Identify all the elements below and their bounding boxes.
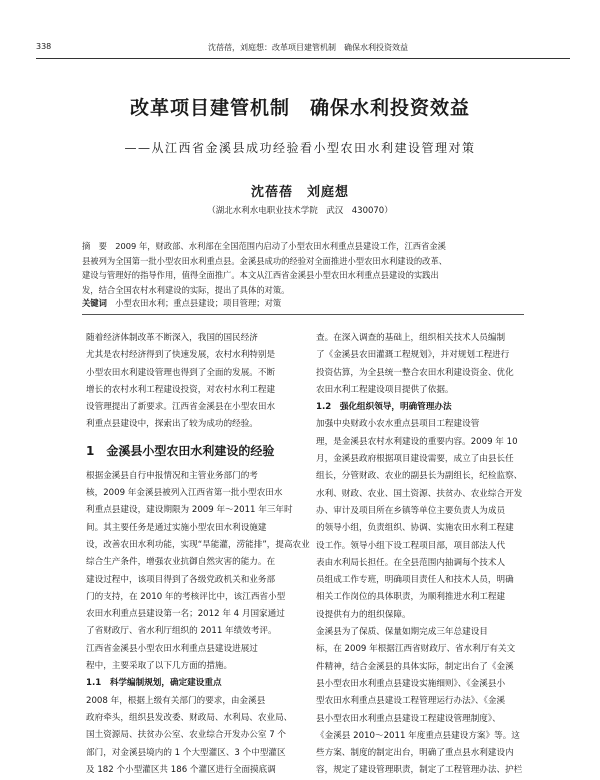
body-line: 金溪县为了保质、保量如期完成三年总建设目 <box>316 627 488 638</box>
body-line: 投资估算，为全县统一整合农田水利建设资金、优化 <box>316 367 514 378</box>
body-line: 综合生产条件，增强农业抗御自然灾害的能力。在 <box>86 557 276 568</box>
subsection-heading: 1.1 科学编制规划，确定建设重点 <box>86 678 222 689</box>
page-number: 338 <box>36 42 52 51</box>
body-line: 设提供有力的组织保障。 <box>316 609 411 620</box>
body-line: 县小型农田水利重点县建设实施细则》、《金溪县小 <box>316 678 506 689</box>
body-line: 理，是金溪县农村水利建设的重要内容。2009 年 10 <box>316 436 518 447</box>
header-rule <box>36 58 570 59</box>
body-line: 办、审计及项目所在乡镇等单位主要负责人为成员 <box>316 505 506 516</box>
abstract-line: 摘 要 2009 年，财政部、水利部在全国范围内启动了小型农田水利重点县建设工作，江西省金溪 <box>82 241 446 251</box>
body-line: 县小型农田水利重点县建设工程建设管理制度》、 <box>316 713 501 724</box>
body-line: 标，在 2009 年根据江西省财政厅、省水利厅有关文 <box>316 644 516 655</box>
body-line: 设管理提出了新要求。江西省金溪县在小型农田水 <box>86 402 276 413</box>
abstract-rule <box>82 314 524 315</box>
abstract <box>82 239 524 297</box>
body-line: 些方案、制度的制定出台，明确了重点县水利建设内 <box>316 748 514 759</box>
body-line: 部门，对金溪县境内的 1 个大型灌区、3 个中型灌区 <box>86 747 286 758</box>
running-header <box>36 42 570 56</box>
body-line: 政府牵头，组织县发改委、财政局、水利局、农业局、 <box>86 712 293 723</box>
body-line: 2008 年，根据上级有关部门的要求，由金溪县 <box>86 695 266 706</box>
article-authors: 沈蓓蓓 刘庭想 <box>250 185 349 200</box>
body-line: 了《金溪县农田灌溉工程规划》，并对规划工程进行 <box>316 350 510 361</box>
running-title: 沈蓓蓓，刘庭想：改革项目建管机制 确保水利投资效益 <box>208 43 408 52</box>
right-column <box>316 330 544 780</box>
abstract-line: 建设与管理好的指导作用，值得全面推广。本文从江西省金溪县小型农田水利重点县建设的实践出 <box>82 270 439 280</box>
body-line: 江西省金溪县小型农田水利重点县建设进展过 <box>86 643 258 654</box>
left-column <box>86 330 314 779</box>
body-line: 农田水利工程建设项目提供了依据。 <box>316 384 454 395</box>
body-line: 《金溪县 2010～2011 年度重点县建设方案》等。这 <box>316 730 520 741</box>
body-line: 农田水利重点县建设第一名；2012 年 4 月国家通过 <box>86 609 285 620</box>
abstract-line: 县被列为全国第一批小型农田水利重点县。金溪县成功的经验对全面推进小型农田水利建设的改革、 <box>82 255 448 266</box>
body-line: 表由水利局长担任。在全县范围内抽调每个技术人 <box>316 557 506 568</box>
abstract-line: 发，结合全国农村水利建设的实际，提出了具体的对策。 <box>82 284 290 295</box>
body-line: 件精神，结合金溪县的具体实际，制定出台了《金溪 <box>316 661 514 672</box>
body-line: 建设过程中，该项目得到了各级党政机关和业务部 <box>86 574 276 585</box>
body-line: 小型农田水利建设管理也得到了全面的发展。不断 <box>86 367 276 378</box>
body-line: 型农田水利重点县建设工程管理运行办法》、《金溪 <box>316 696 506 707</box>
keywords-text: 小型农田水利；重点县建设；项目管理；对策 <box>115 298 282 308</box>
body-line: 利重点县建设中，探索出了较为成功的经验。 <box>86 419 258 430</box>
body-line: 月，金溪县政府根据项目建设需要，成立了由县长任 <box>316 454 514 465</box>
body-line: 门的支持，在 2010 年的考核评比中，该江西省小型 <box>86 591 286 602</box>
body-line: 利重点县建设，建设期限为 2009 年～2011 年三年时 <box>86 505 293 516</box>
body-line: 增长的农村水利工程建设投资，对农村水利工程建 <box>86 384 276 395</box>
keywords-label: 关键词 <box>82 298 107 308</box>
body-line: 尤其是农村经济得到了快速发展，农村水利特别是 <box>86 350 276 361</box>
body-line: 容，规定了建设管理职责，制定了工程管理办法、护栏 <box>316 765 523 776</box>
body-line: 间。其主要任务是通过实施小型农田水利设施建 <box>86 522 267 533</box>
keywords <box>82 297 524 309</box>
body-line: 的领导小组，负责组织、协调、实施农田水利工程建 <box>316 523 514 534</box>
body-line: 核，2009 年金溪县被列入江西省第一批小型农田水 <box>86 488 283 499</box>
body-line: 根据金溪县自行申报情况和主管业务部门的考 <box>86 470 258 481</box>
body-line: 设工作。领导小组下设工程项目部，项目部法人代 <box>316 540 506 551</box>
body-line: 组长，分管财政、农业的副县长为副组长，纪检监察、 <box>316 471 523 482</box>
body-line: 了省财政厅、省水利厅组织的 2011 年绩效考评。 <box>86 626 277 637</box>
section-heading: 1 金溪县小型农田水利建设的经验 <box>86 443 275 458</box>
body-line: 国土资源局、扶贫办公室、农业综合开发办公室 7 个 <box>86 730 286 741</box>
body-line: 查。在深入调查的基础上，组织相关技术人员编制 <box>316 333 506 343</box>
article-title: 改革项目建管机制 确保水利投资效益 <box>129 97 470 119</box>
body-line: 及 182 个小型灌区共 186 个灌区进行全面摸底调 <box>86 764 276 775</box>
author-affiliation: （湖北水利水电职业技术学院 武汉 430070） <box>207 206 393 216</box>
article-subtitle: ——从江西省金溪县成功经验看小型农田水利建设管理对策 <box>124 141 476 155</box>
subsection-heading: 1.2 强化组织领导，明确管理办法 <box>316 402 452 413</box>
body-line: 设，改善农田水利功能，实现“旱能灌，涝能排”，提高农业 <box>86 539 310 550</box>
body-line: 程中，主要采取了以下几方面的措施。 <box>86 661 233 672</box>
body-line: 随着经济体制改革不断深入，我国的国民经济 <box>86 333 258 343</box>
body-line: 水利、财政、农业、国土资源、扶贫办、农业综合开发 <box>316 488 523 499</box>
body-line: 加强中央财政小农水重点县项目工程建设管 <box>316 419 480 430</box>
body-line: 员组成工作专班，明确项目责任人和技术人员，明确 <box>316 575 514 586</box>
body-line: 相关工作岗位的具体职责，为顺利推进水利工程建 <box>316 592 506 603</box>
